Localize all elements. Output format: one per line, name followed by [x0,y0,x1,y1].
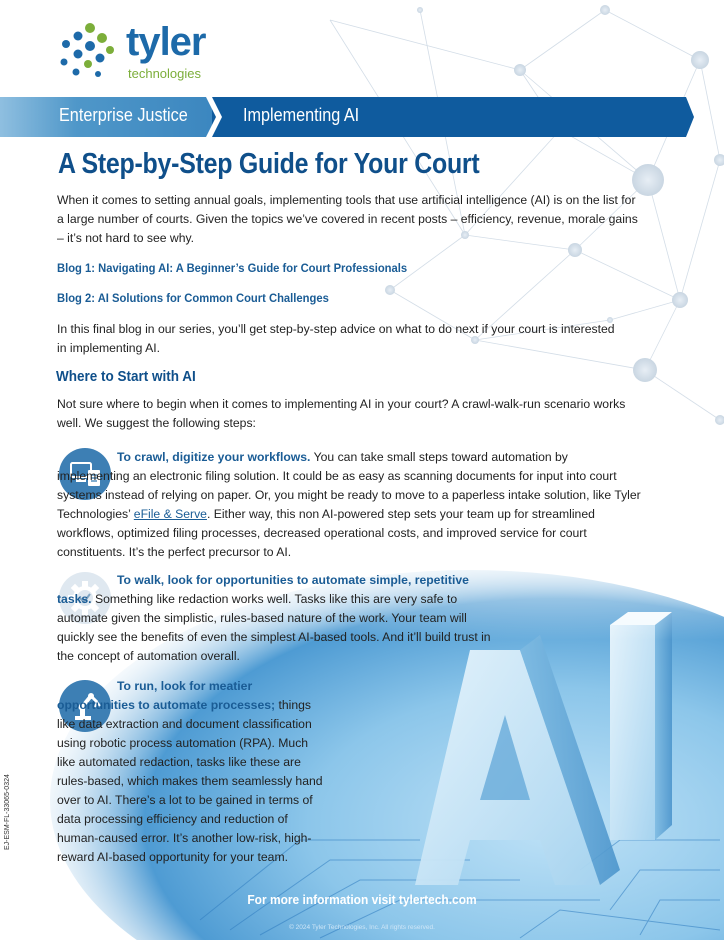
header-banner [0,97,724,137]
footer-more-info-link[interactable]: For more information visit tylertech.com [247,892,477,907]
crawl-step [57,448,642,562]
copyright-notice: © 2024 Tyler Technologies, Inc. All rights reserved. [289,924,435,931]
logo-subtitle: technologies [128,66,201,81]
banner-chevron-icon [206,97,222,137]
walk-step-text: Something like redaction works well. Tasks like this are very safe to automate given the simplistic, rules-based nature of the work. Your team will quickly see the benefits of even the simplest AI-based tools. And it’ll build trust in the concept of automation overall. [57,592,491,663]
blog-2-link[interactable]: Blog 2: AI Solutions for Common Court Challenges [57,291,329,305]
efile-serve-link[interactable]: eFile & Serve [133,507,207,521]
walk-step [57,571,502,666]
run-step [57,677,329,867]
logo-wordmark: tyler [126,20,206,64]
crawl-step-text-2: . Either way, this non AI-powered step sets your team up for streamlined workflows, optimized filing processes, decreased operational costs, and improved service for court constituents. It’s the perfect precursor to AI. [57,507,595,559]
crawl-step-lead: To crawl, digitize your workflows. [117,450,311,464]
section-heading: Where to Start with AI [56,368,196,385]
crawl-step-text-1: You can take small steps toward automation by implementing an electronic filing solution. It could be as easy as scanning documents for input into court systems instead of relying on paper. Or, you might be ready to move to a paperless intake solution, like Tyler Technologies’ [57,450,641,521]
intro-paragraph: When it comes to setting annual goals, implementing tools that use artificial intelligence (AI) is on the list for a large number of courts. Given the topics we’ve covered in recent posts – efficiency, revenue, morale gains – it’s not hard to see why. [57,193,638,245]
run-step-text: things like data extraction and document classification using robotic process automation (RPA). Much like automated redaction, tasks like these are rules-based, which makes them seamlessly hand over to AI. There’s a lot to be gained in terms of data processing efficiency and reduction of human-caused error. It’s another low-risk, high-reward AI-based opportunity for your team. [57,698,323,864]
where-to-start-paragraph: Not sure where to begin when it comes to implementing AI in your court? A crawl-walk-run scenario works well. We suggest the following steps: [57,397,626,430]
final-blog-paragraph: In this final blog in our series, you’ll get step-by-step advice on what to do next if your court is interested in implementing AI. [57,322,615,355]
document-id: EJ-ESM-FL-33065-0324 [4,774,11,850]
logo-dots-icon [56,22,118,82]
blog-1-link[interactable]: Blog 1: Navigating AI: A Beginner’s Guide for Court Professionals [57,261,408,275]
run-step-lead: To run, look for meatier opportunities to automate processes; [57,679,276,712]
page-title: A Step-by-Step Guide for Your Court [58,148,480,180]
banner-arrow-tip [686,97,694,137]
walk-step-lead: To walk, look for opportunities to automate simple, repetitive tasks. [57,573,469,606]
banner-topic: Implementing AI [243,105,360,125]
banner-category: Enterprise Justice [59,105,188,125]
tyler-logo [56,22,246,82]
